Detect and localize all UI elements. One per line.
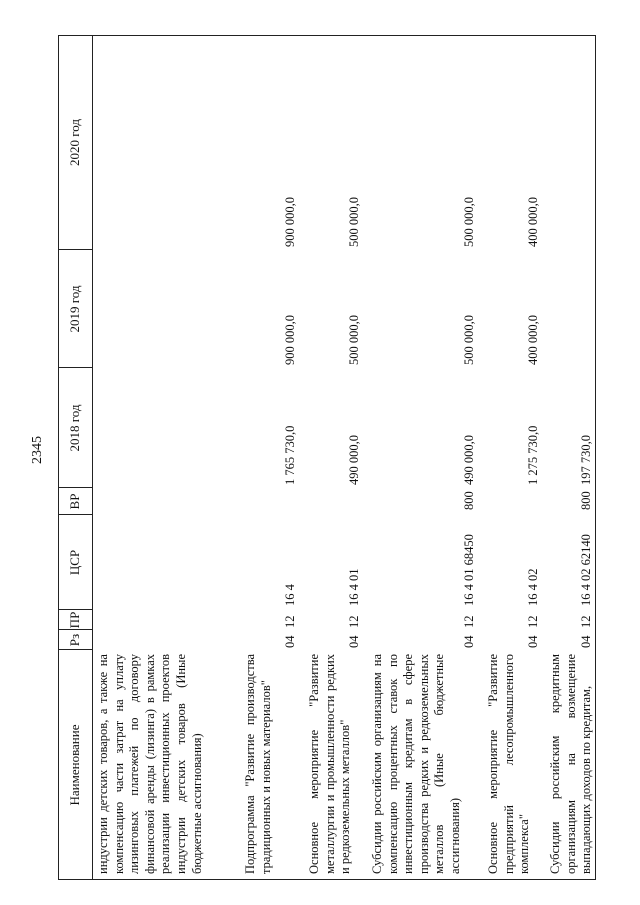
header-vr: ВР (67, 493, 83, 510)
budget-table (58, 35, 596, 880)
header-pr: ПР (67, 611, 83, 629)
cell-csr: 16 4 01 (347, 568, 361, 606)
table-row (307, 650, 363, 880)
cell-rz: 04 (579, 635, 593, 648)
cell-2019: 500 000,0 (347, 315, 361, 365)
cell-rz: 04 (526, 635, 540, 648)
cell-pr: 12 (283, 615, 297, 628)
cell-csr: 16 4 02 (526, 568, 540, 606)
row-name: Основное мероприятие "Развитие предприятий лесопромышленного комплекса" (486, 654, 532, 874)
cell-pr: 12 (462, 615, 476, 628)
cell-2020: 500 000,0 (347, 197, 361, 247)
table-row (370, 650, 480, 880)
row-name: Субсидии российским кредитным организациям на возмещение выпадающих доходов по кредитам, (548, 654, 594, 874)
cell-2019: 900 000,0 (283, 315, 297, 365)
header-2020: 2020 год (67, 119, 83, 166)
header-2019: 2019 год (67, 285, 83, 333)
cell-2018: 1 765 730,0 (283, 425, 297, 485)
table-row (243, 650, 299, 880)
row-name: Основное мероприятие "Развитие металлургии и промышленности редких и редкоземельных металлов" (307, 654, 353, 874)
cell-2019: 500 000,0 (462, 315, 476, 365)
cell-vr: 800 (579, 491, 593, 510)
header-2018: 2018 год (67, 404, 83, 452)
header-csr: ЦСР (67, 549, 83, 576)
cell-csr: 16 4 02 62140 (579, 534, 593, 606)
cell-2020: 500 000,0 (462, 197, 476, 247)
cell-2018: 490 000,0 (462, 435, 476, 485)
cell-rz: 04 (462, 635, 476, 648)
table-row (486, 650, 542, 880)
cell-2020: 400 000,0 (526, 197, 540, 247)
cell-2020: 900 000,0 (283, 197, 297, 247)
row-name: Субсидии российским организациям на компенсацию процентных ставок по инвестиционным кредитам в сфере производства редких и редкоземельных металлов (Иные бюджетные ассигнования) (370, 654, 462, 874)
cell-2019: 400 000,0 (526, 315, 540, 365)
cell-rz: 04 (347, 635, 361, 648)
cell-pr: 12 (526, 615, 540, 628)
cell-csr: 16 4 01 68450 (462, 534, 476, 606)
table-row (548, 650, 596, 880)
cell-2018: 197 730,0 (579, 435, 593, 485)
header-name: Наименование (67, 724, 83, 806)
row-name: индустрии детских товаров, а также на компенсацию части затрат на уплату лизинговых платежей по договору финансовой аренды (лизинга) в рамках реализации инвестиционных проектов индустрии детских товаров (Иные бюджетные ассигнования) (96, 654, 204, 874)
header-rz: Рз (67, 633, 83, 647)
table-row (96, 650, 236, 880)
page-number: 2345 (30, 436, 45, 464)
cell-pr: 12 (347, 615, 361, 628)
cell-csr: 16 4 (283, 584, 297, 606)
row-name: Подпрограмма "Развитие производства традиционных и новых материалов" (243, 654, 273, 874)
cell-vr: 800 (462, 491, 476, 510)
cell-2018: 490 000,0 (347, 435, 361, 485)
cell-2018: 1 275 730,0 (526, 425, 540, 485)
cell-pr: 12 (579, 615, 593, 628)
cell-rz: 04 (283, 635, 297, 648)
